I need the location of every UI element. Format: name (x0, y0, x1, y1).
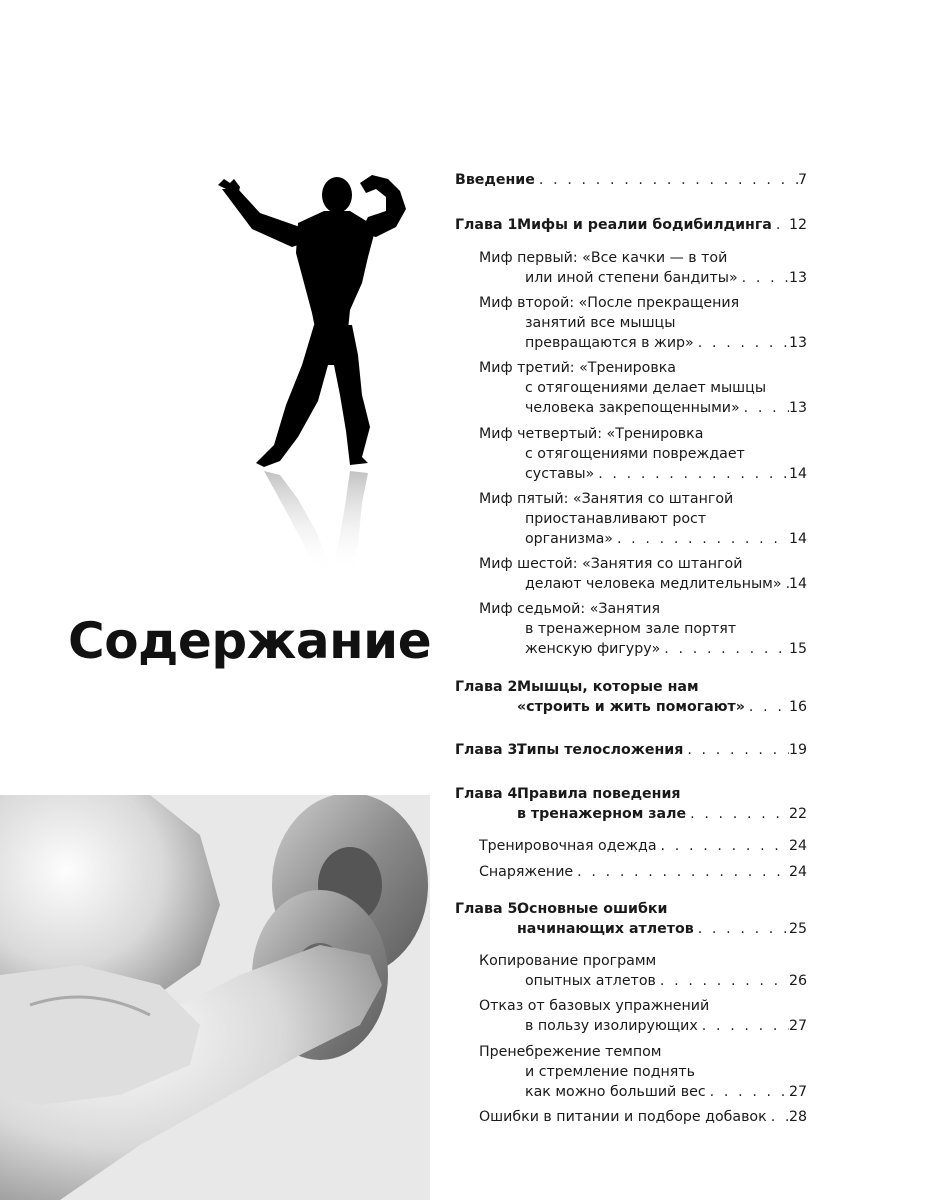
page-title: Содержание (68, 612, 432, 670)
toc-entry-chapter-3[interactable]: Глава 3. Типы телосложения . . . 19 (455, 740, 807, 760)
dot-leader (745, 697, 789, 717)
toc-entry-chapter-5[interactable]: Глава 5. Основные ошибки начинающих атлетов . . . 25 (455, 899, 807, 939)
toc-entry-myth-5[interactable]: Миф пятый: «Занятия со штангой приостанавливают рост организма» . . . 14 (479, 489, 807, 549)
toc-entry-tempo-neglect[interactable]: Пренебрежение темпом и стремление поднять как можно больший вес . . . 27 (479, 1042, 807, 1102)
dot-leader (738, 268, 789, 288)
page-number: 13 (788, 335, 807, 351)
toc-entry-basic-exercises[interactable]: Отказ от базовых упражнений в пользу изолирующих . . . 27 (479, 996, 807, 1036)
dot-leader (706, 1082, 789, 1102)
dot-leader (782, 574, 789, 594)
page-number: 13 (788, 270, 807, 286)
dot-leader (535, 170, 798, 190)
page-number: 24 (788, 838, 807, 854)
dot-leader (657, 836, 789, 856)
page-number: 26 (788, 973, 807, 989)
page-number: 27 (788, 1084, 807, 1100)
page-number: 14 (788, 466, 807, 482)
dot-leader (613, 529, 789, 549)
dot-leader (772, 215, 789, 235)
toc-entry-myth-2[interactable]: Миф второй: «После прекращения занятий все мышцы превращаются в жир» . . . 13 (479, 293, 807, 353)
toc-entry-nutrition-errors[interactable]: Ошибки в питании и подборе добавок . . . 28 (479, 1107, 807, 1127)
toc-entry-copying-programs[interactable]: Копирование программ опытных атлетов . . . 26 (479, 951, 807, 991)
dot-leader (686, 804, 789, 824)
page-number: 25 (788, 921, 807, 937)
chapter-label: Глава 4. (455, 786, 523, 802)
dot-leader (698, 1016, 789, 1036)
bodybuilder-silhouette (200, 165, 440, 585)
dot-leader (694, 919, 789, 939)
toc-entry-myth-7[interactable]: Миф седьмой: «Занятия в тренажерном зале портят женскую фигуру» . . . 15 (479, 599, 807, 659)
dot-leader (594, 464, 789, 484)
page-number: 14 (788, 531, 807, 547)
dot-leader (767, 1107, 789, 1127)
page-number: 12 (788, 217, 807, 233)
toc-entry-myth-4[interactable]: Миф четвертый: «Тренировка с отягощениями повреждает суставы» . . . 14 (479, 424, 807, 484)
page-number: 19 (788, 742, 807, 758)
page-number: 27 (788, 1018, 807, 1034)
chapter-label: Глава 3. (455, 742, 523, 758)
chapter-label: Глава 2. (455, 679, 523, 695)
page-number: 7 (797, 172, 807, 188)
page-number: 14 (788, 576, 807, 592)
toc-entry-chapter-4[interactable]: Глава 4. Правила поведения в тренажерном зале . . . 22 (455, 784, 807, 824)
dot-leader (573, 862, 789, 882)
toc-entry-equipment[interactable]: Снаряжение . . . 24 (479, 862, 807, 882)
toc-entry-intro[interactable]: Введение . . . 7 (455, 170, 807, 190)
dot-leader (740, 398, 789, 418)
toc-entry-myth-6[interactable]: Миф шестой: «Занятия со штангой делают человека медлительным» . . . 14 (479, 554, 807, 594)
toc-entry-chapter-1[interactable]: Глава 1. Мифы и реалии бодибилдинга . . . 12 (455, 215, 807, 235)
page-number: 28 (788, 1109, 807, 1125)
toc-entry-myth-3[interactable]: Миф третий: «Тренировка с отягощениями делает мышцы человека закрепощенными» . . . 13 (479, 358, 807, 418)
dot-leader (683, 740, 789, 760)
toc-entry-clothing[interactable]: Тренировочная одежда . . . 24 (479, 836, 807, 856)
page-number: 13 (788, 400, 807, 416)
chapter-label: Глава 1. (455, 217, 523, 233)
page-number: 22 (788, 806, 807, 822)
dot-leader (656, 971, 789, 991)
page-number: 16 (788, 699, 807, 715)
dot-leader (660, 639, 789, 659)
toc-entry-chapter-2[interactable]: Глава 2. Мышцы, которые нам «строить и жить помогают» . . . 16 (455, 677, 807, 717)
page-number: 24 (788, 864, 807, 880)
page-number: 15 (788, 641, 807, 657)
dot-leader (694, 333, 789, 353)
toc-entry-myth-1[interactable]: Миф первый: «Все качки — в той или иной степени бандиты» . . . 13 (479, 248, 807, 288)
dumbbell-arm-photo (0, 795, 430, 1200)
chapter-label: Глава 5. (455, 901, 523, 917)
